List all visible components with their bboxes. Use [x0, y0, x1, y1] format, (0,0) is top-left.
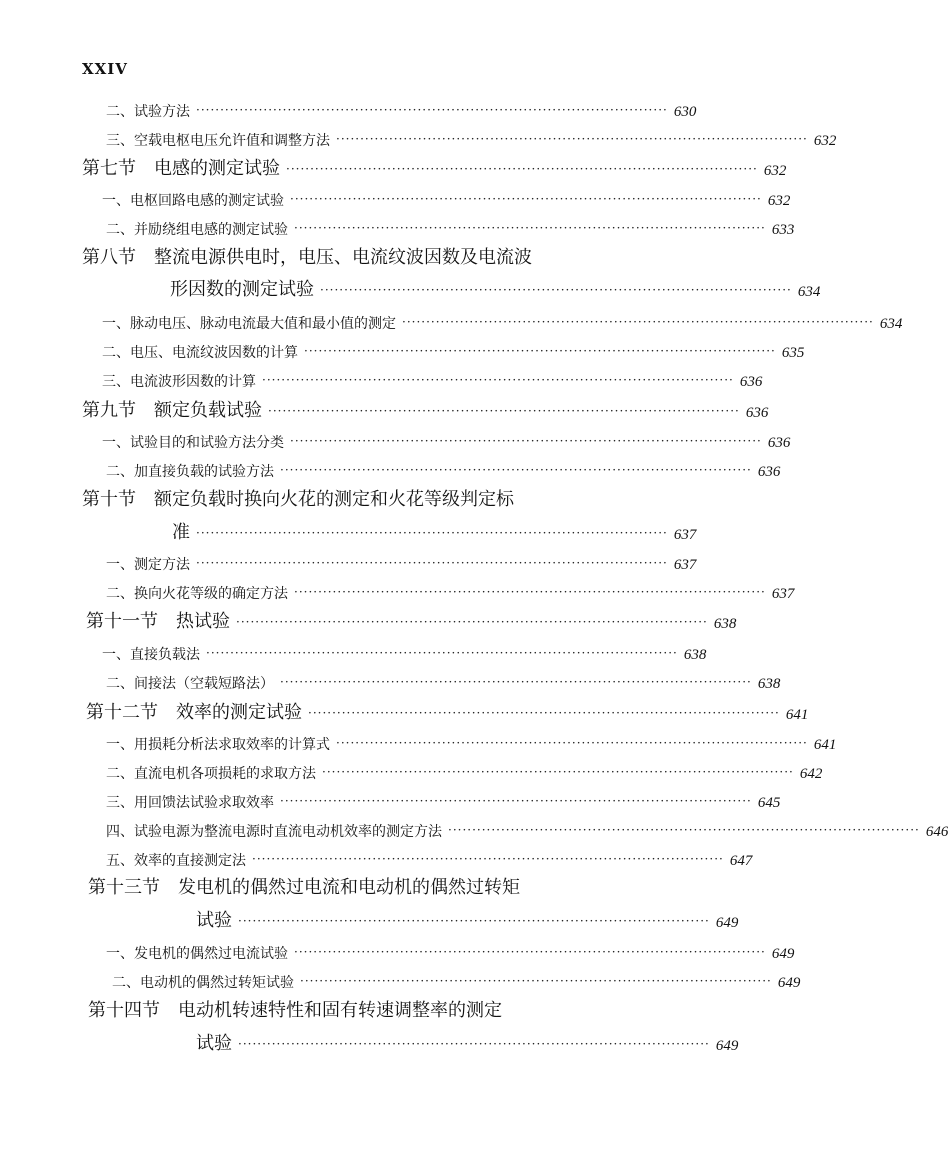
toc-entry-label: 三、电流波形因数的计算	[102, 374, 256, 390]
toc-entry-label: 二、并励绕组电感的测定试验	[106, 222, 288, 238]
toc-entry-section[interactable]	[0, 605, 798, 633]
toc-entry[interactable]	[0, 575, 798, 603]
toc-entry-page: 632	[767, 193, 791, 209]
toc-entry-label: 二、加直接负载的试验方法	[106, 464, 274, 480]
toc-entry-label: 二、试验方法	[106, 104, 190, 120]
toc-entry-label: 第九节 额定负载试验	[82, 400, 262, 421]
toc-entry-label: 一、测定方法	[106, 557, 190, 573]
toc-entry-page: 636	[767, 435, 791, 451]
toc-entry-label: 二、换向火花等级的确定方法	[106, 586, 288, 602]
toc-leader-dots: ··································································································	[238, 914, 710, 928]
toc-entry-label: 第七节 电感的测定试验	[82, 158, 280, 179]
toc-entry[interactable]	[0, 842, 798, 870]
toc-leader-dots: ··································································································	[320, 283, 792, 297]
toc-entry[interactable]	[0, 424, 798, 452]
toc-entry[interactable]	[0, 636, 798, 664]
toc-leader-dots: ··································································································	[290, 192, 762, 206]
toc-entry-label: 二、直流电机各项损耗的求取方法	[106, 766, 316, 782]
toc-entry[interactable]	[0, 182, 798, 210]
toc-leader-dots: ··································································································	[304, 344, 776, 358]
toc-entry-section[interactable]	[0, 696, 809, 724]
toc-entry-section-line1: 第八节 整流电源供电时，电压、电流纹波因数及电流波	[82, 247, 532, 268]
toc-entry[interactable]	[0, 93, 798, 121]
toc-leader-dots: ··································································································	[280, 463, 752, 477]
toc-leader-dots: ··································································································	[236, 615, 708, 629]
toc-entry-section-line1: 第十四节 电动机转速特性和固有转速调整率的测定	[88, 1000, 502, 1021]
toc-entry-label: 一、试验目的和试验方法分类	[102, 435, 284, 451]
toc-entry-page: 634	[797, 284, 821, 300]
toc-entry-page: 634	[879, 316, 903, 332]
toc-entry-section-line1: 第十三节 发电机的偶然过电流和电动机的偶然过转矩	[88, 877, 520, 898]
toc-leader-dots: ··································································································	[196, 556, 668, 570]
toc-entry-page: 632	[763, 163, 787, 179]
toc-leader-dots: ··································································································	[294, 945, 766, 959]
toc-entry-page: 649	[771, 946, 795, 962]
toc-entry-page: 632	[813, 133, 837, 149]
toc-leader-dots: ··································································································	[196, 526, 668, 540]
toc-leader-dots: ··································································································	[196, 103, 668, 117]
toc-entry-label: 一、脉动电压、脉动电流最大值和最小值的测定	[102, 316, 396, 332]
toc-entry-page: 647	[729, 853, 753, 869]
toc-entry-label: 一、发电机的偶然过电流试验	[106, 946, 288, 962]
toc-leader-dots: ··································································································	[308, 706, 780, 720]
toc-entry[interactable]	[0, 334, 805, 362]
toc-entry[interactable]	[0, 935, 798, 963]
toc-leader-dots: ··································································································	[252, 852, 724, 866]
toc-entry[interactable]	[0, 726, 837, 754]
toc-leader-dots: ··································································································	[402, 315, 874, 329]
toc-entry-label: 二、间接法（空载短路法）	[106, 676, 274, 692]
toc-entry-label: 五、效率的直接测定法	[106, 853, 246, 869]
page-header-number: XXIV	[82, 60, 128, 78]
toc-leader-dots: ··································································································	[262, 373, 734, 387]
toc-entry-label: 第十一节 热试验	[86, 611, 230, 632]
toc-entry-section[interactable]	[0, 273, 821, 301]
toc-entry-page: 633	[771, 222, 795, 238]
toc-entry-page: 638	[757, 676, 781, 692]
toc-entry-label: 三、用回馈法试验求取效率	[106, 795, 274, 811]
toc-entry-label: 试验	[196, 1033, 232, 1054]
toc-leader-dots: ··································································································	[294, 585, 766, 599]
toc-entry-label: 一、直接负载法	[102, 647, 200, 663]
toc-entry-page: 636	[745, 405, 769, 421]
toc-entry-page: 649	[715, 1038, 739, 1054]
toc-entry-label: 一、用损耗分析法求取效率的计算式	[106, 737, 330, 753]
toc-entry-label: 准	[172, 522, 190, 543]
toc-entry-label: 形因数的测定试验	[170, 279, 314, 300]
toc-entry-label: 四、试验电源为整流电源时直流电动机效率的测定方法	[106, 824, 442, 840]
toc-leader-dots: ··································································································	[280, 675, 752, 689]
toc-entry[interactable]	[0, 363, 798, 391]
toc-entry-page: 635	[781, 345, 805, 361]
toc-leader-dots: ··································································································	[448, 823, 920, 837]
toc-entry-page: 638	[713, 616, 737, 632]
toc-entry-section[interactable]	[0, 516, 798, 544]
toc-entry-page: 637	[771, 586, 795, 602]
toc-entry[interactable]	[0, 453, 798, 481]
toc-entry-page: 649	[715, 915, 739, 931]
toc-entry[interactable]	[0, 305, 903, 333]
toc-leader-dots: ··································································································	[286, 162, 758, 176]
toc-entry-section[interactable]	[0, 904, 798, 932]
toc-leader-dots: ··································································································	[238, 1037, 710, 1051]
toc-entry-page: 630	[673, 104, 697, 120]
toc-leader-dots: ··································································································	[268, 404, 740, 418]
toc-leader-dots: ··································································································	[300, 974, 772, 988]
toc-entry-page: 637	[673, 557, 697, 573]
toc-entry[interactable]	[0, 755, 823, 783]
toc-entry-label: 三、空载电枢电压允许值和调整方法	[106, 133, 330, 149]
toc-entry-page: 642	[799, 766, 823, 782]
toc-leader-dots: ··································································································	[294, 221, 766, 235]
toc-entry-page: 636	[739, 374, 763, 390]
toc-leader-dots: ··································································································	[280, 794, 752, 808]
toc-entry[interactable]	[0, 665, 798, 693]
toc-entry-page: 645	[757, 795, 781, 811]
toc-leader-dots: ··································································································	[290, 434, 762, 448]
toc-leader-dots: ··································································································	[322, 765, 794, 779]
toc-entry-page: 638	[683, 647, 707, 663]
toc-leader-dots: ··································································································	[336, 132, 808, 146]
toc-entry-section[interactable]	[0, 394, 798, 422]
toc-entry-page: 641	[813, 737, 837, 753]
toc-entry-section[interactable]	[0, 1027, 798, 1055]
toc-entry[interactable]	[0, 964, 801, 992]
toc-entry-section-line1: 第十节 额定负载时换向火花的测定和火花等级判定标	[82, 489, 514, 510]
toc-entry-page: 649	[777, 975, 801, 991]
toc-entry-label: 第十二节 效率的测定试验	[86, 702, 302, 723]
toc-entry-page: 646	[925, 824, 948, 840]
toc-entry-label: 一、电枢回路电感的测定试验	[102, 193, 284, 209]
toc-entry[interactable]	[0, 784, 798, 812]
toc-entry-label: 试验	[196, 910, 232, 931]
toc-entry-page: 641	[785, 707, 809, 723]
toc-entry-page: 637	[673, 527, 697, 543]
toc-entry[interactable]	[0, 211, 798, 239]
toc-entry-page: 636	[757, 464, 781, 480]
toc-entry[interactable]	[0, 122, 837, 150]
toc-leader-dots: ··································································································	[206, 646, 678, 660]
toc-entry-section[interactable]	[0, 152, 798, 180]
toc-entry-label: 二、电动机的偶然过转矩试验	[112, 975, 294, 991]
toc-entry-label: 二、电压、电流纹波因数的计算	[102, 345, 298, 361]
toc-entry[interactable]	[0, 813, 948, 841]
toc-leader-dots: ··································································································	[336, 736, 808, 750]
toc-entry[interactable]	[0, 546, 798, 574]
